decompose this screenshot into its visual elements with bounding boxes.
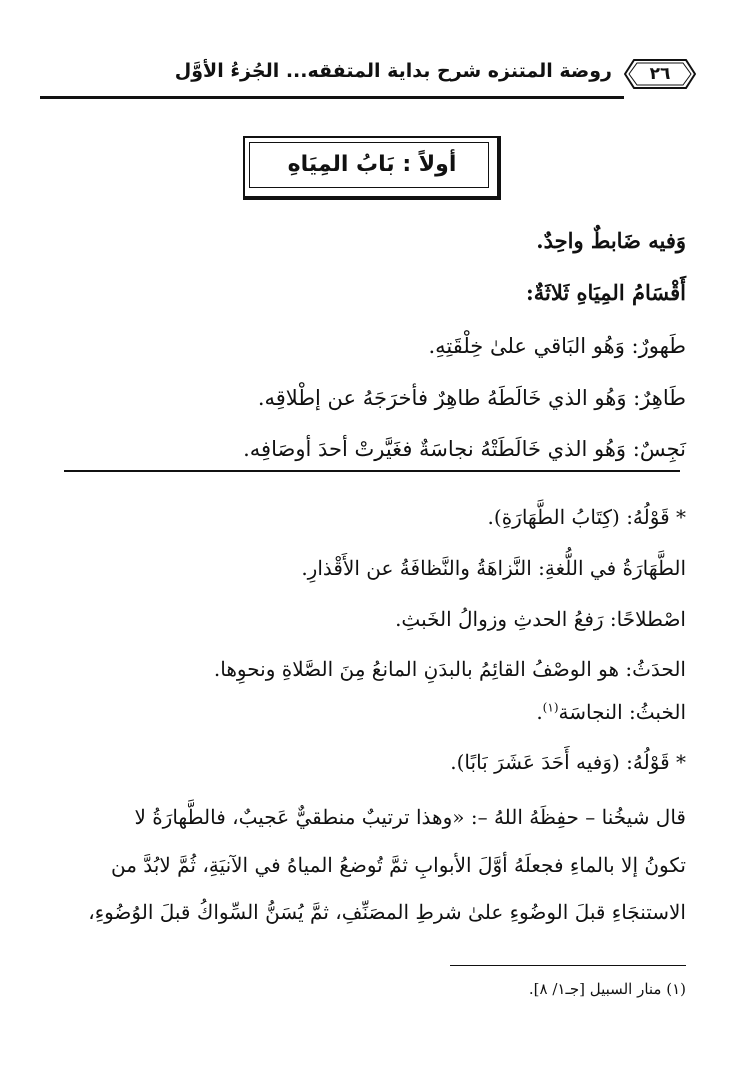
footnote: (١) منار السبيل [جـ١/ ٨]. — [528, 980, 686, 998]
sharh-line: الحدَثُ: هو الوصْفُ القائِمُ بالبدَنِ المانعُ مِنَ الصَّلاةِ ونحوِها. — [213, 657, 686, 681]
running-title: روضة المتنزه شرح بداية المتفقه... الجُزءُ الأوَّل — [174, 60, 612, 82]
sharh-line: قال شيخُنا – حفِظَهُ اللهُ –: «وهذا ترتيبٌ منطقيٌّ عَجيبٌ، فالطَّهارَةُ لا — [134, 805, 686, 829]
matn-line: نَجِسٌ: وَهُو الذي خَالَطَتْهُ نجاسَةٌ فغَيَّرتْ أحدَ أوصَافِه. — [243, 437, 686, 461]
page-number-tab — [624, 58, 696, 90]
page-header — [40, 58, 696, 94]
footnote-rule — [450, 965, 686, 966]
footnote-marker: (١) — [542, 700, 559, 715]
text-divider — [64, 470, 680, 472]
sharh-line — [536, 700, 686, 724]
matn-line: طَهورٌ: وَهُو البَاقي علىٰ خِلْقَتِهِ. — [428, 334, 686, 358]
sharh-line: * قَوْلُهُ: (وَفيه أَحَدَ عَشَرَ بَابًا). — [450, 750, 686, 774]
matn-line: أَقْسَامُ المِيَاهِ ثَلاثَةٌ: — [526, 280, 686, 305]
sharh-line: تكونُ إلا بالماءِ فجعلَهُ أوَّلَ الأبوابِ ثمَّ تُوضعُ المياهُ في الآنيَةِ، ثُمَّ لابُدَّ من — [111, 853, 686, 877]
page-number: ٢٦ — [649, 64, 671, 84]
sharh-line: اصْطلاحًا: رَفعُ الحدثِ وزوالُ الخَبثِ. — [395, 607, 686, 631]
header-rule — [40, 96, 624, 99]
sharh-line: الطَّهَارَةُ في اللُّغةِ: النَّزاهَةُ والنَّظافَةُ عن الأَقْذارِ. — [301, 556, 686, 580]
sharh-line-end: . — [536, 700, 543, 724]
chapter-heading-box — [243, 136, 501, 198]
chapter-title: أولاً : بَابُ المِيَاهِ — [287, 152, 457, 177]
sharh-line-text: الخبثُ: النجاسَة — [558, 700, 686, 724]
sharh-line: الاستنجَاءِ قبلَ الوضُوءِ علىٰ شرطِ المصَنِّفِ، ثمَّ يُسَنُّ السِّواكُ قبلَ الوُضُوءِ، — [88, 900, 686, 924]
sharh-line: * قَوْلُهُ: (كِتَابُ الطَّهَارَةِ). — [487, 505, 686, 529]
matn-line: وَفيه ضَابطٌ واحِدٌ. — [536, 228, 686, 253]
matn-line: طَاهِرٌ: وَهُو الذي خَالَطَهُ طاهِرٌ فأخرَجَهُ عن إطْلاقِه. — [257, 386, 686, 410]
